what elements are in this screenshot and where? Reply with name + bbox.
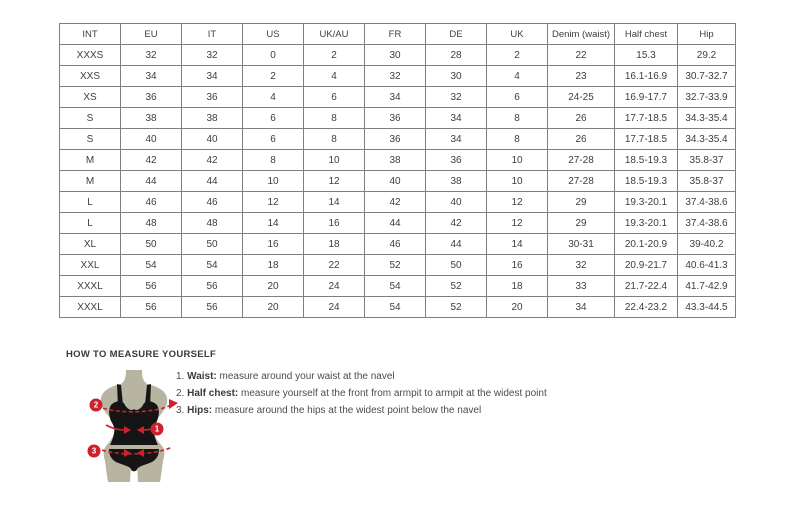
size-cell: 30 (426, 66, 487, 87)
size-cell: 41.7-42.9 (678, 276, 736, 297)
size-cell: 44 (121, 171, 182, 192)
column-header: Denim (waist) (548, 24, 615, 45)
size-cell: 6 (243, 129, 304, 150)
size-cell: 44 (365, 213, 426, 234)
instruction-number: 1. (176, 371, 188, 382)
size-cell: 44 (182, 171, 243, 192)
column-header: UK (487, 24, 548, 45)
size-row (60, 108, 736, 129)
size-cell: 34 (121, 66, 182, 87)
size-cell: 34 (365, 87, 426, 108)
instruction-item: 3. Hips: measure around the hips at the widest point below the navel (176, 405, 482, 416)
size-cell: 40 (121, 129, 182, 150)
size-cell: 16 (304, 213, 365, 234)
size-row (60, 171, 736, 192)
size-cell: 8 (487, 108, 548, 129)
size-cell: 29 (548, 192, 615, 213)
size-cell: 34 (182, 66, 243, 87)
size-cell: 40 (365, 171, 426, 192)
size-cell: 32 (426, 87, 487, 108)
size-cell: 4 (243, 87, 304, 108)
column-header: EU (121, 24, 182, 45)
size-cell: 48 (121, 213, 182, 234)
size-cell: 10 (304, 150, 365, 171)
size-cell: M (60, 171, 121, 192)
figure-marker-1: 1 (151, 423, 164, 436)
size-cell: 56 (121, 297, 182, 318)
size-cell: 24-25 (548, 87, 615, 108)
instruction-number: 2. (176, 388, 188, 399)
size-cell: 40 (426, 192, 487, 213)
size-cell: 12 (304, 171, 365, 192)
size-cell: 26 (548, 108, 615, 129)
size-cell: 56 (121, 276, 182, 297)
instruction-item: 2. Half chest: measure yourself at the front from armpit to armpit at the widest point (176, 388, 547, 399)
size-cell: 36 (121, 87, 182, 108)
size-cell: 32 (365, 66, 426, 87)
size-cell: L (60, 213, 121, 234)
size-cell: 21.7-22.4 (615, 276, 678, 297)
size-cell: 12 (243, 192, 304, 213)
size-cell: 46 (182, 192, 243, 213)
size-cell: 2 (487, 45, 548, 66)
size-cell: 0 (243, 45, 304, 66)
size-cell: 52 (365, 255, 426, 276)
size-cell: S (60, 129, 121, 150)
figure-marker-2: 2 (90, 399, 103, 412)
size-cell: 10 (243, 171, 304, 192)
size-cell: 36 (365, 108, 426, 129)
size-cell: 38 (121, 108, 182, 129)
size-cell: 42 (426, 213, 487, 234)
size-cell: 27-28 (548, 150, 615, 171)
instruction-number: 3. (176, 405, 188, 416)
size-table-header-row (60, 24, 736, 45)
size-cell: 20.1-20.9 (615, 234, 678, 255)
column-header: Half chest (615, 24, 678, 45)
size-cell: 50 (426, 255, 487, 276)
size-cell: 18 (243, 255, 304, 276)
size-row (60, 234, 736, 255)
column-header: US (243, 24, 304, 45)
instruction-term: Waist: (187, 371, 217, 382)
size-cell: 20.9-21.7 (615, 255, 678, 276)
size-cell: 17.7-18.5 (615, 129, 678, 150)
size-cell: XXL (60, 255, 121, 276)
size-cell: 38 (182, 108, 243, 129)
size-cell: 43.3-44.5 (678, 297, 736, 318)
size-cell: 20 (487, 297, 548, 318)
size-cell: 14 (243, 213, 304, 234)
size-cell: 14 (487, 234, 548, 255)
column-header: DE (426, 24, 487, 45)
size-cell: M (60, 150, 121, 171)
size-cell: 30 (365, 45, 426, 66)
size-cell: 6 (243, 108, 304, 129)
size-cell: 8 (243, 150, 304, 171)
size-cell: 12 (487, 192, 548, 213)
size-cell: 40 (182, 129, 243, 150)
size-cell: XXXL (60, 297, 121, 318)
size-chart-table (59, 23, 736, 318)
size-cell: 20 (243, 297, 304, 318)
size-cell: 27-28 (548, 171, 615, 192)
size-cell: 23 (548, 66, 615, 87)
column-header: IT (182, 24, 243, 45)
size-cell: 17.7-18.5 (615, 108, 678, 129)
size-cell: 34 (426, 129, 487, 150)
size-cell: 32.7-33.9 (678, 87, 736, 108)
size-row (60, 150, 736, 171)
size-cell: 35.8-37 (678, 150, 736, 171)
measure-instructions (176, 371, 547, 422)
size-row (60, 213, 736, 234)
size-cell: 22 (548, 45, 615, 66)
size-cell: 2 (243, 66, 304, 87)
column-header: FR (365, 24, 426, 45)
size-table-body (60, 45, 736, 318)
size-cell: 30-31 (548, 234, 615, 255)
size-cell: 54 (365, 297, 426, 318)
size-cell: 32 (548, 255, 615, 276)
size-cell: 12 (487, 213, 548, 234)
size-cell: 46 (121, 192, 182, 213)
size-cell: 22 (304, 255, 365, 276)
size-cell: 29.2 (678, 45, 736, 66)
measure-section-heading: HOW TO MEASURE YOURSELF (66, 349, 217, 360)
size-cell: 48 (182, 213, 243, 234)
size-cell: 14 (304, 192, 365, 213)
size-cell: 39-40.2 (678, 234, 736, 255)
measure-figure (84, 369, 184, 485)
size-cell: 8 (304, 108, 365, 129)
size-cell: 42 (182, 150, 243, 171)
size-cell: XL (60, 234, 121, 255)
size-cell: 18.5-19.3 (615, 171, 678, 192)
size-cell: 15.3 (615, 45, 678, 66)
size-cell: 20 (243, 276, 304, 297)
size-cell: 44 (426, 234, 487, 255)
size-cell: 10 (487, 150, 548, 171)
size-cell: 54 (121, 255, 182, 276)
size-cell: 19.3-20.1 (615, 213, 678, 234)
size-cell: S (60, 108, 121, 129)
size-cell: 42 (365, 192, 426, 213)
size-cell: 42 (121, 150, 182, 171)
size-cell: 38 (426, 171, 487, 192)
size-cell: 6 (487, 87, 548, 108)
size-cell: 24 (304, 297, 365, 318)
size-cell: 56 (182, 276, 243, 297)
size-cell: 34.3-35.4 (678, 108, 736, 129)
size-cell: XXXL (60, 276, 121, 297)
size-cell: XXS (60, 66, 121, 87)
size-cell: 54 (182, 255, 243, 276)
instruction-term: Hips: (187, 405, 213, 416)
size-cell: 18.5-19.3 (615, 150, 678, 171)
size-cell: 2 (304, 45, 365, 66)
size-cell: 37.4-38.6 (678, 192, 736, 213)
size-cell: 56 (182, 297, 243, 318)
column-header: INT (60, 24, 121, 45)
size-cell: 52 (426, 297, 487, 318)
mannequin-illustration-icon (84, 369, 184, 485)
size-row (60, 255, 736, 276)
size-cell: 52 (426, 276, 487, 297)
size-cell: 6 (304, 87, 365, 108)
size-cell: 24 (304, 276, 365, 297)
size-cell: 18 (487, 276, 548, 297)
size-cell: 54 (365, 276, 426, 297)
size-cell: XS (60, 87, 121, 108)
size-cell: 16 (243, 234, 304, 255)
size-cell: 4 (487, 66, 548, 87)
size-cell: 4 (304, 66, 365, 87)
size-cell: 33 (548, 276, 615, 297)
instruction-term: Half chest: (187, 388, 239, 399)
size-cell: 35.8-37 (678, 171, 736, 192)
size-row (60, 45, 736, 66)
size-cell: 29 (548, 213, 615, 234)
column-header: UK/AU (304, 24, 365, 45)
size-cell: 34 (426, 108, 487, 129)
size-cell: 46 (365, 234, 426, 255)
size-row (60, 297, 736, 318)
size-cell: 34 (548, 297, 615, 318)
size-cell: 32 (121, 45, 182, 66)
size-cell: 36 (182, 87, 243, 108)
size-cell: 34.3-35.4 (678, 129, 736, 150)
size-cell: 16.9-17.7 (615, 87, 678, 108)
size-cell: 18 (304, 234, 365, 255)
size-cell: 16.1-16.9 (615, 66, 678, 87)
size-cell: 8 (304, 129, 365, 150)
size-cell: 16 (487, 255, 548, 276)
column-header: Hip (678, 24, 736, 45)
size-cell: L (60, 192, 121, 213)
size-row (60, 276, 736, 297)
size-row (60, 87, 736, 108)
size-cell: 40.6-41.3 (678, 255, 736, 276)
size-cell: XXXS (60, 45, 121, 66)
size-cell: 26 (548, 129, 615, 150)
size-cell: 28 (426, 45, 487, 66)
size-cell: 37.4-38.6 (678, 213, 736, 234)
instruction-item: 1. Waist: measure around your waist at the navel (176, 371, 395, 382)
size-cell: 8 (487, 129, 548, 150)
size-row (60, 192, 736, 213)
size-row (60, 66, 736, 87)
size-cell: 32 (182, 45, 243, 66)
size-cell: 10 (487, 171, 548, 192)
size-row (60, 129, 736, 150)
size-cell: 22.4-23.2 (615, 297, 678, 318)
size-cell: 50 (182, 234, 243, 255)
size-cell: 30.7-32.7 (678, 66, 736, 87)
size-cell: 50 (121, 234, 182, 255)
figure-marker-3: 3 (88, 445, 101, 458)
size-cell: 36 (426, 150, 487, 171)
size-cell: 38 (365, 150, 426, 171)
size-cell: 19.3-20.1 (615, 192, 678, 213)
size-cell: 36 (365, 129, 426, 150)
